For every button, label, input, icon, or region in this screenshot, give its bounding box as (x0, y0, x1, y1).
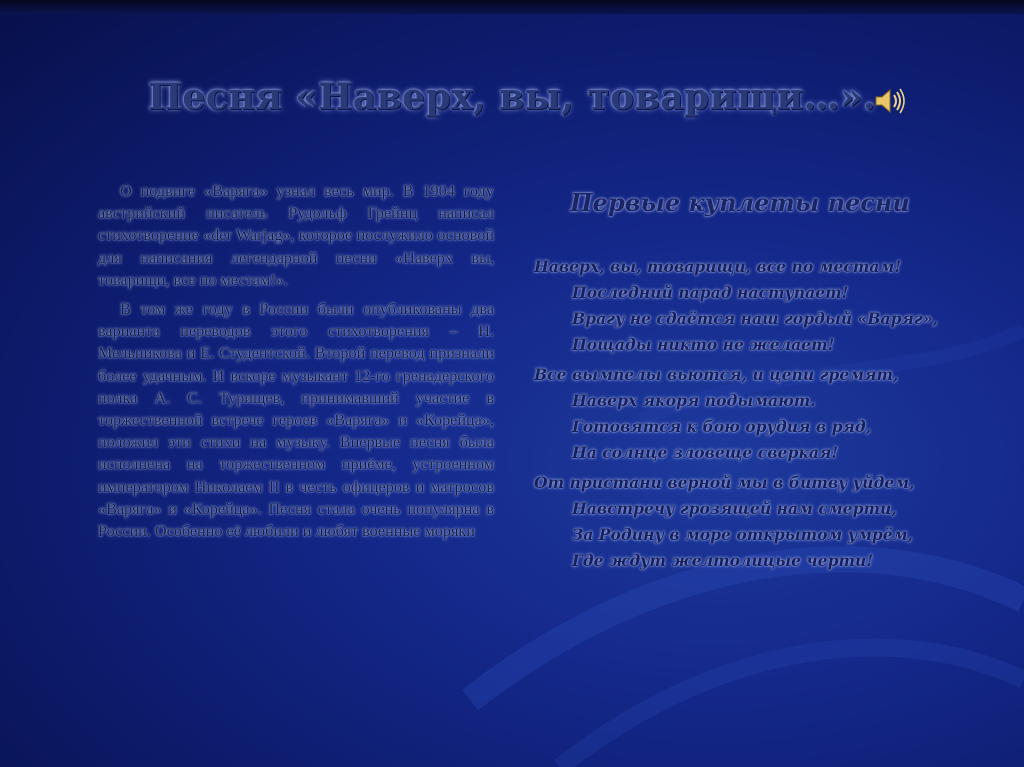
verse-line: Наверх якоря подымают. (572, 391, 816, 410)
history-text (98, 180, 494, 549)
verse-line: Все вымпелы вьются, и цепи гремят, (534, 365, 899, 384)
song-verses (534, 254, 1004, 578)
verse-line: Наверх, вы, товарищи, все по местам! (534, 257, 902, 276)
verse-line: За Родину в море открытом умрём, (572, 525, 913, 544)
verses-heading: Первые куплеты песни (570, 188, 910, 217)
speaker-icon[interactable] (873, 86, 907, 116)
history-paragraph: В том же году в России были опубликованы два варианта переводов этого стихотворения – Н. Мельникова и Е. Студентской. Второй перевод признали более удачным. И вскоре музыкант 12-го гренадерского полка А. С. Турищев, принимавший участие в торжественной встрече героев «Варяга» и «Корейца», положил эти стихи на музыку. Впервые песня была исполнена на торжественном приёме, устроенном императором Николаем II в честь офицеров и матросов «Варяга» и «Корейца». Песня стала очень популярна в России. Особенно её любили и любят военные моряки (98, 300, 494, 541)
verse-line: Пощады никто не желает! (572, 335, 835, 354)
verse-line: Навстречу грозящей нам смерти, (572, 499, 897, 518)
verse-line: Врагу не сдаётся наш гордый «Варяг», (572, 309, 938, 328)
verse-2 (534, 362, 1004, 466)
verse-line: На солнце зловеще сверкая! (572, 443, 839, 462)
verse-3 (534, 470, 1004, 574)
history-paragraph: О подвиге «Варяга» узнал весь мир. В 1904 году австрийский писатель Рудольф Грейнц написал стихотворение «der Warjag», которое послужило основой для написания легендарной песни «Наверх вы, товарищи, все по местам!». (98, 182, 494, 289)
verse-line: От пристани верной мы в битву уйдем, (534, 473, 915, 492)
verse-line: Готовятся к бою орудия в ряд, (572, 417, 872, 436)
verse-line: Последний парад наступает! (572, 283, 849, 302)
verse-1 (534, 254, 1004, 358)
verse-line: Где ждут желтолицые черти! (572, 551, 874, 570)
top-bar (0, 0, 1024, 14)
slide-title: Песня «Наверх, вы, товарищи…». (147, 76, 877, 118)
